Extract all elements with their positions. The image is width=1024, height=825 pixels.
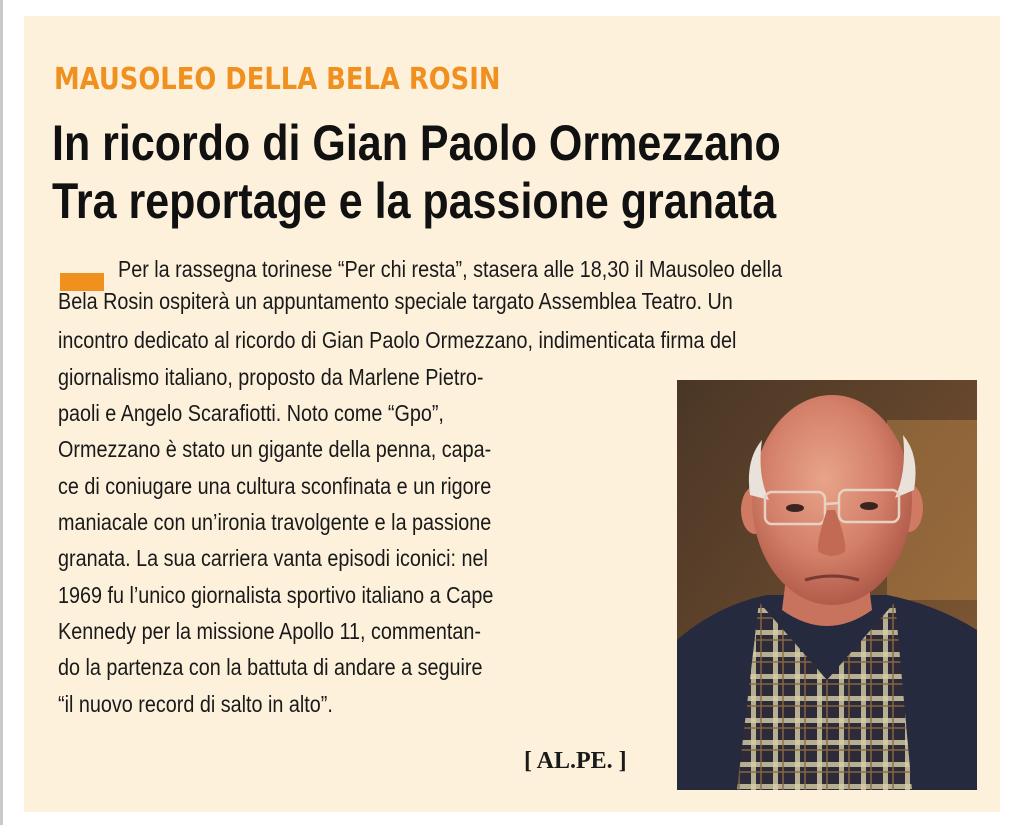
portrait-photo — [677, 380, 977, 790]
article-card — [24, 16, 1000, 812]
body-line-3: incontro dedicato al ricordo di Gian Paolo Ormezzano, indimenticata firma del — [58, 327, 737, 353]
body-line-5: paoli e Angelo Scarafiotti. Noto come “Gpo”, — [58, 400, 444, 426]
body-line-6: Ormezzano è stato un gigante della penna, capa- — [58, 436, 492, 462]
article-kicker: MAUSOLEO DELLA BELA ROSIN — [54, 62, 501, 97]
body-line-8: maniacale con un’ironia travolgente e la passione — [58, 509, 492, 535]
article-signature: [ AL.PE. ] — [524, 748, 627, 774]
body-line-9: granata. La sua carriera vanta episodi iconici: nel — [58, 545, 488, 571]
body-line-2: Bela Rosin ospiterà un appuntamento speciale targato Assemblea Teatro. Un — [58, 288, 733, 314]
body-line-1: Per la rassegna torinese “Per chi resta”, stasera alle 18,30 il Mausoleo della — [118, 256, 783, 282]
body-line-12: do la partenza con la battuta di andare a seguire — [58, 654, 483, 680]
body-line-11: Kennedy per la missione Apollo 11, commentan- — [58, 618, 481, 644]
body-line-10: 1969 fu l’unico giornalista sportivo italiano a Cape — [58, 582, 494, 608]
headline-line-1: In ricordo di Gian Paolo Ormezzano — [52, 115, 781, 171]
body-line-7: ce di coniugare una cultura sconfinata e un rigore — [58, 473, 492, 499]
headline-line-2: Tra reportage e la passione granata — [52, 173, 777, 229]
article-headline — [52, 114, 781, 230]
body-line-13: “il nuovo record di salto in alto”. — [58, 691, 333, 717]
body-line-4: giornalismo italiano, proposto da Marlene Pietro- — [58, 364, 484, 390]
page-edge — [0, 0, 3, 825]
